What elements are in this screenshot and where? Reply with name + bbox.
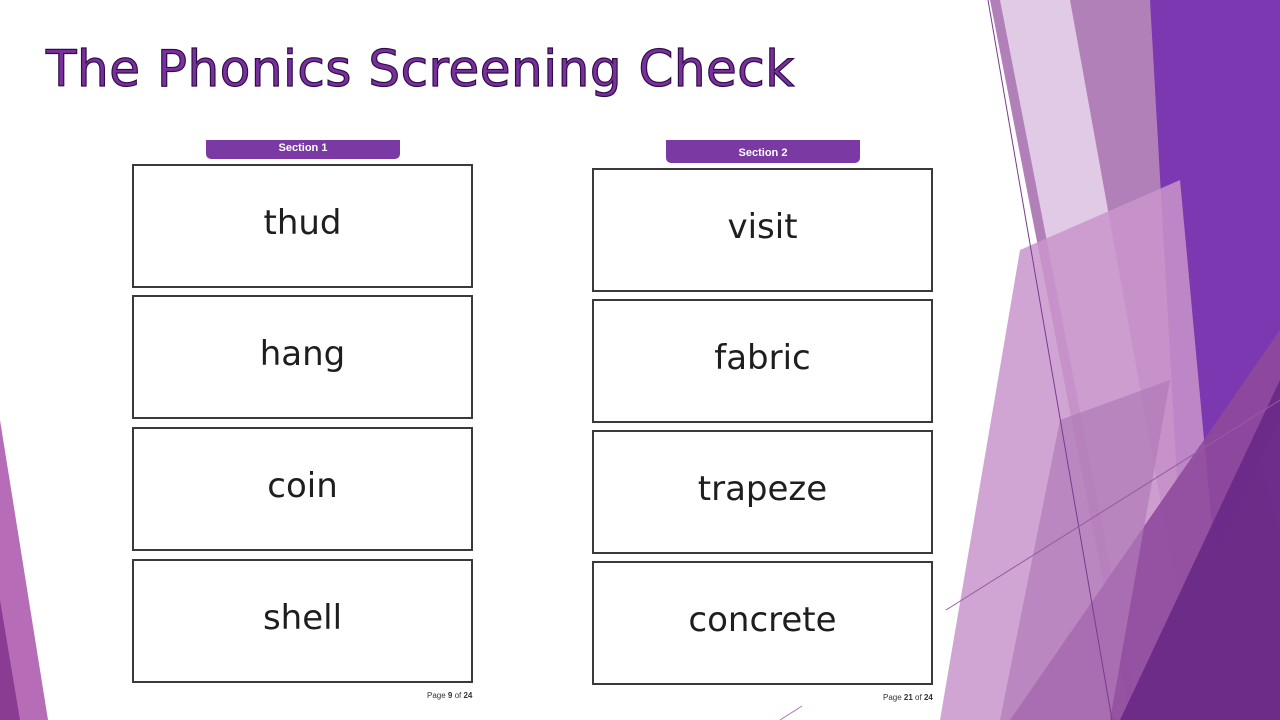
word-card	[592, 168, 933, 292]
word-text: hang	[259, 334, 346, 374]
bg-line	[780, 706, 802, 720]
word-text: thud	[263, 203, 342, 243]
word-text: trapeze	[697, 469, 828, 509]
word-text: concrete	[688, 600, 837, 640]
word-card	[132, 164, 473, 288]
word-card	[592, 299, 933, 423]
word-card	[592, 430, 933, 554]
word-card	[132, 559, 473, 683]
word-card	[592, 561, 933, 685]
word-text: visit	[727, 207, 798, 247]
word-card	[132, 295, 473, 419]
page-number: Page 9 of 24	[427, 691, 473, 700]
section-2-tab: Section 2	[666, 140, 860, 163]
word-text: coin	[267, 466, 338, 506]
slide-title: The Phonics Screening Check	[46, 40, 795, 98]
word-text: shell	[262, 598, 343, 638]
word-card	[132, 427, 473, 551]
section-1-tab: Section 1	[206, 140, 400, 159]
word-text: fabric	[714, 338, 811, 378]
page-number: Page 21 of 24	[883, 693, 933, 702]
